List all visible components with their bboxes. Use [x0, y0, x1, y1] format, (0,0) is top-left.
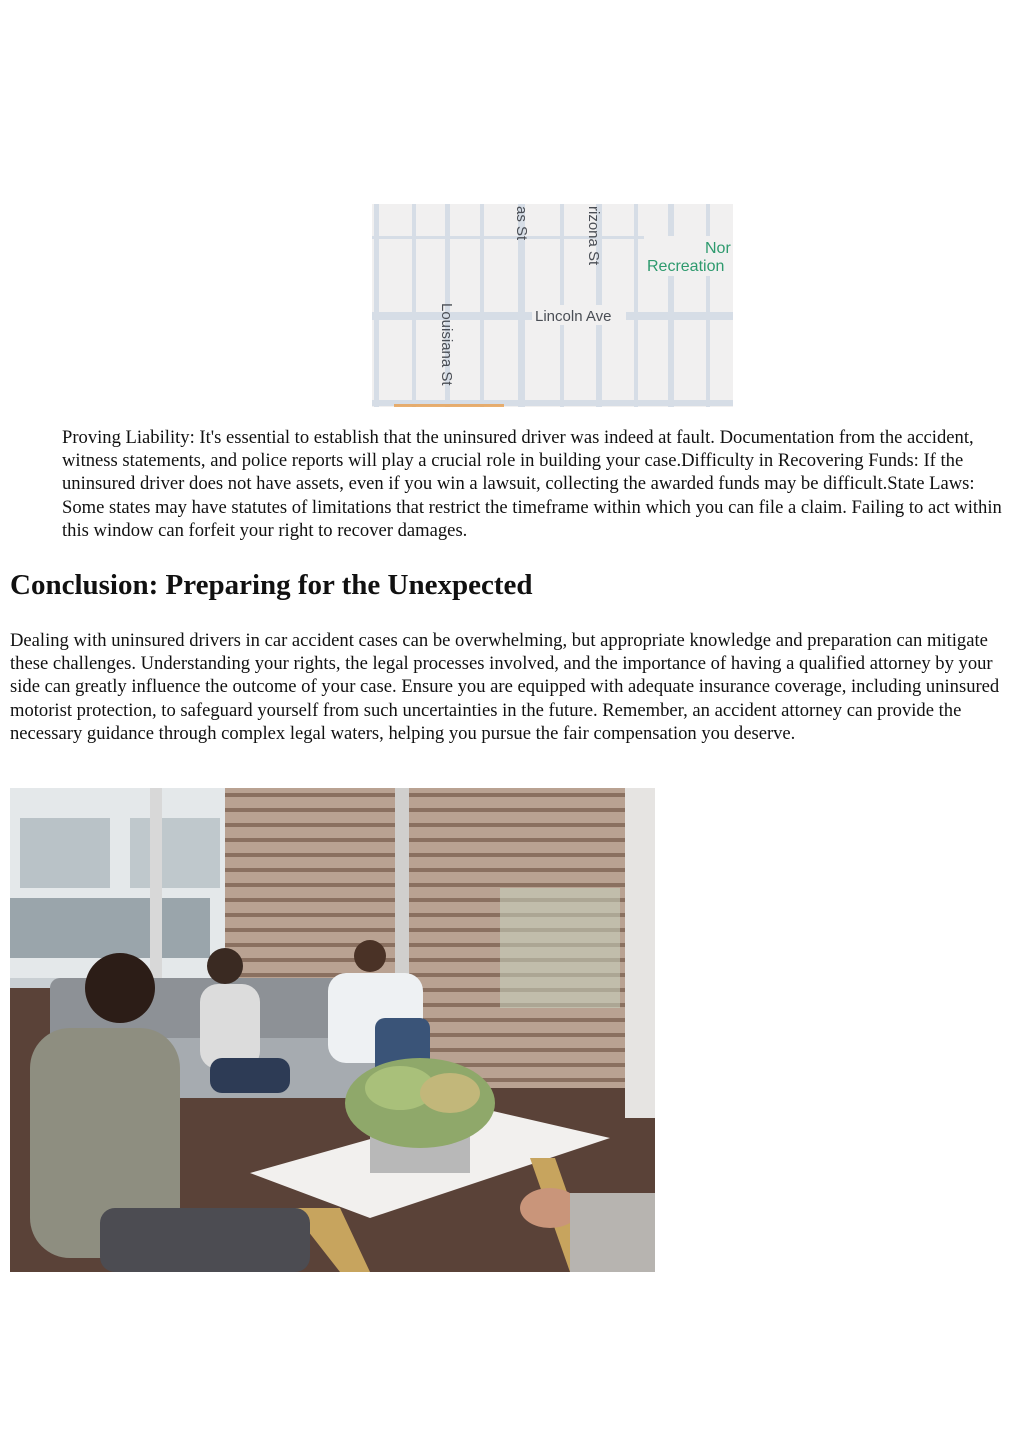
map-graphic — [372, 204, 733, 407]
liability-paragraph: Proving Liability: It's essential to establish that the uninsured driver was indeed at fault. Documentation from the accident, witness statements, and police reports will play a crucial role in building your case.Difficulty in Recovering Funds: If the uninsured driver does not have assets, even if you win a lawsuit, collecting the awarded funds may be difficult.State Laws: Some states may have statutes of limitations that restrict the timeframe within which you can file a claim. Failing to act within this window can forfeit your right to recover damages. — [62, 427, 1002, 541]
lounge-photo-graphic — [10, 788, 655, 1272]
section-heading: Conclusion: Preparing for the Unexpected — [10, 569, 533, 601]
map-label-park-line2: Recreation — [647, 258, 725, 275]
map-label-louisiana-st: Louisiana St — [438, 303, 455, 386]
map-label-lincoln-ave: Lincoln Ave — [535, 308, 612, 325]
map-image — [372, 204, 733, 407]
map-label-park-line1: Nor — [705, 240, 731, 257]
map-label-texas-st: as St — [513, 206, 530, 241]
conclusion-paragraph: Dealing with uninsured drivers in car accident cases can be overwhelming, but appropriate knowledge and preparation can mitigate these challenges. Understanding your rights, the legal processes involved, and the importance of having a qualified attorney by your side can greatly influence the outcome of your case. Ensure you are equipped with adequate insurance coverage, including uninsured motorist protection, to safeguard yourself from such uncertainties in the future. Remember, an accident attorney can provide the necessary guidance through complex legal waters, helping you pursue the fair compensation you deserve. — [10, 630, 1000, 744]
map-label-arizona-st: rizona St — [585, 206, 602, 266]
lounge-photo — [10, 788, 655, 1272]
